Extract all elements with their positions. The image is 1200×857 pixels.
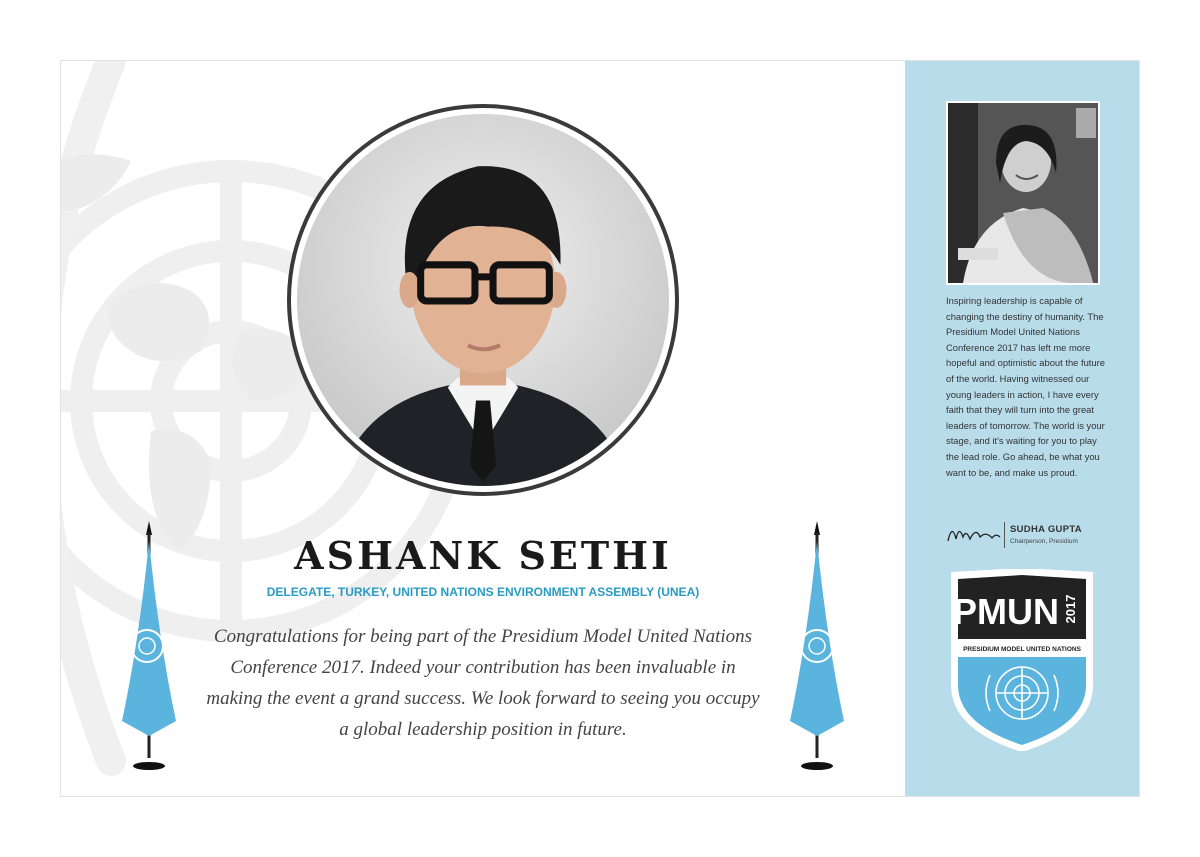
certificate-main [61, 61, 905, 797]
signatory-name: SUDHA GUPTA [1010, 524, 1082, 535]
congratulation-message: Congratulations for being part of the Presidium Model United Nations Conference 2017. Indeed your contribution has been invaluable in making the event a grand success. We look forward to seeing you occupy a global leadership position in future. [206, 626, 760, 740]
pmun-logo [948, 569, 1096, 751]
delegate-portrait [297, 114, 669, 486]
chairperson-photo [946, 101, 1100, 285]
delegate-portrait-frame [287, 104, 679, 496]
delegate-role: DELEGATE, TURKEY, UNITED NATIONS ENVIRONMENT ASSEMBLY (UNEA) [266, 585, 700, 599]
delegate-name: ASHANK SETHI [294, 533, 672, 578]
chairperson-quote: Inspiring leadership is capable of changing the destiny of humanity. The Presidium Model United Nations Conference 2017 has left me more hopeful and optimistic about the future of the world. Having witnessed our young leaders in action, I have every faith that they will turn into the great leaders of tomorrow. The world is your stage, and it's waiting for you to play the lead role. Go ahead, be what you want to be, and make us proud. [946, 295, 1105, 478]
logo-subtitle: PRESIDIUM MODEL UNITED NATIONS [963, 646, 1081, 653]
signatory-title: Chairperson, Presidium [1010, 538, 1078, 545]
certificate-card [60, 60, 1140, 797]
signature-icon [946, 521, 1004, 547]
delegate-photo-icon [297, 114, 669, 486]
signature-block [946, 521, 1116, 551]
logo-main-text: PMUN [953, 591, 1059, 632]
un-flag-right-icon [787, 521, 847, 771]
chairperson-portrait-icon [948, 103, 1098, 283]
chairperson-sidebar [905, 61, 1140, 797]
logo-year: 2017 [1063, 594, 1078, 624]
